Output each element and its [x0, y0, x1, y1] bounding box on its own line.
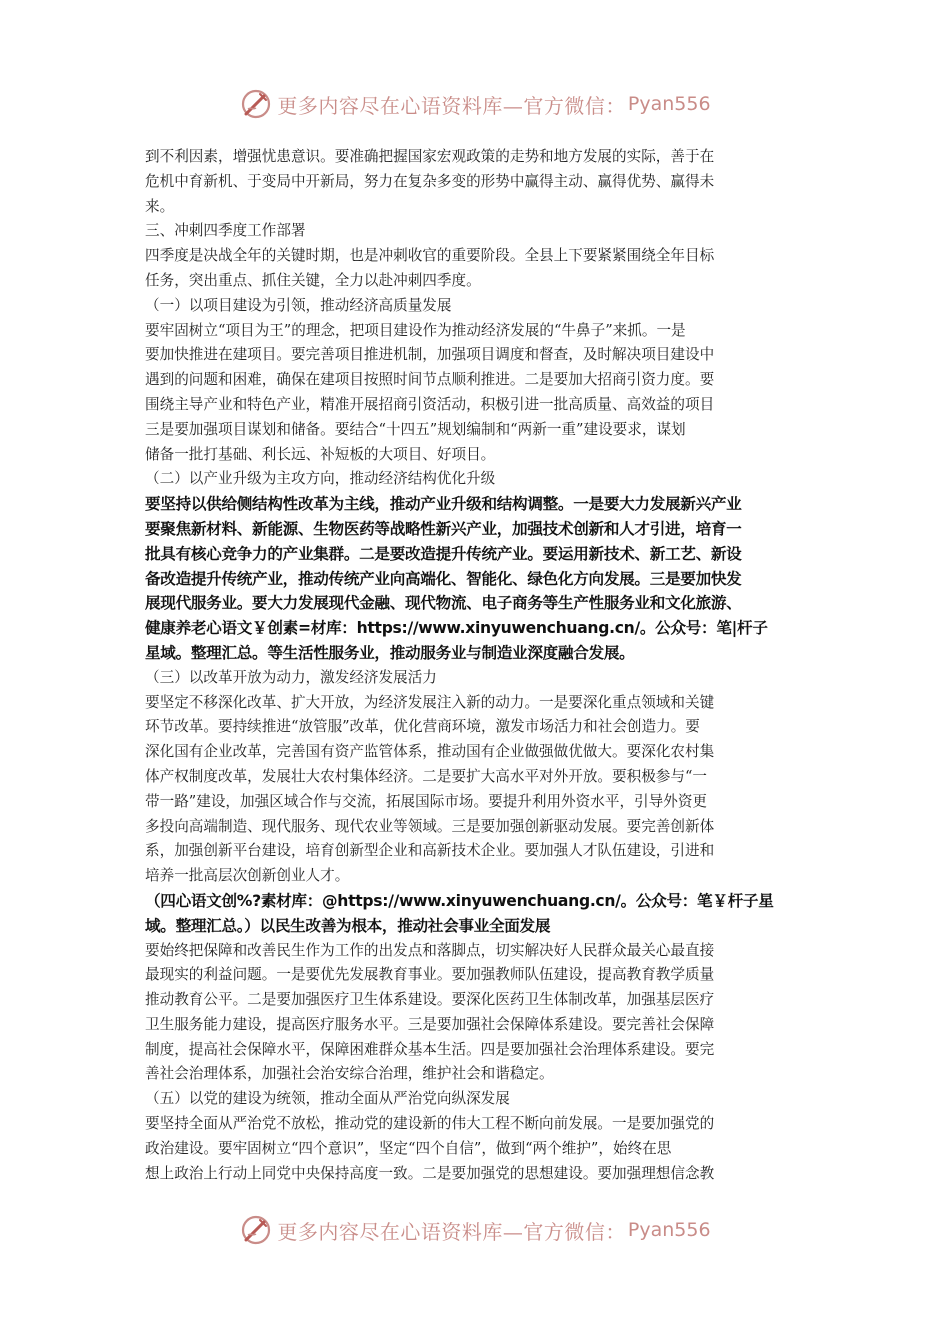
subsection-heading: 域。整理汇总。）以民生改善为根本，推动社会事业全面发展 [145, 916, 551, 935]
text-line: 体产权制度改革，发展壮大农村集体经济。二是要扩大高水平对外开放。要积极参与“一 [145, 767, 708, 785]
subsection-heading: （三）以改革开放为动力，激发经济发展活力 [145, 668, 437, 686]
text-line: 遇到的问题和困难，确保在建项目按照时间节点顺利推进。二是要加大招商引资力度。要 [145, 371, 715, 389]
text-line: 备改造提升传统产业，推动传统产业向高端化、智能化、绿色化方向发展。三是要加快发 [145, 569, 742, 588]
text-line: 任务，突出重点、抓住关键，全力以赴冲刺四季度。 [145, 271, 481, 289]
text-line: 善社会治理体系，加强社会治安综合治理，维护社会和谐稳定。 [145, 1065, 554, 1083]
text-line: 卫生服务能力建设，提高医疗服务水平。三是要加强社会保障体系建设。要完善社会保障 [145, 1015, 715, 1033]
text-line: 三是要加强项目谋划和储备。要结合“十四五”规划编制和“两新一重”建设要求，谋划 [145, 420, 686, 438]
text-line: 要坚定不移深化改革、扩大开放，为经济发展注入新的动力。一是要深化重点领域和关键 [145, 693, 715, 711]
text-line: 深化国有企业改革，完善国有资产监管体系，推动国有企业做强做优做大。要深化农村集 [145, 743, 715, 761]
footer-banner [0, 1210, 950, 1250]
text-line: 制度，提高社会保障水平，保障困难群众基本生活。四是要加强社会治理体系建设。要完 [145, 1040, 715, 1058]
banner-wechat-id: Pyan556 [627, 93, 711, 115]
text-line: 危机中育新机、于变局中开新局，努力在复杂多变的形势中赢得主动、赢得优势、赢得未 [145, 172, 715, 190]
text-line: 围绕主导产业和特色产业，精准开展招商引资活动，积极引进一批高质量、高效益的项目 [145, 395, 715, 413]
text-line: 环节改革。要持续推进“放管服”改革，优化营商环境，激发市场活力和社会创造力。要 [145, 718, 700, 736]
subsection-heading: （一）以项目建设为引领，推动经济高质量发展 [145, 296, 452, 314]
text-line: 展现代服务业。要大力发展现代金融、现代物流、电子商务等生产性服务业和文化旅游、 [145, 594, 742, 613]
banner-text: 更多内容尽在心语资料库—官方微信： [277, 93, 626, 118]
subsection-heading: （二）以产业升级为主攻方向，推动经济结构优化升级 [145, 470, 496, 488]
text-line: 培养一批高层次创新创业人才。 [145, 867, 350, 885]
text-line: 最现实的利益问题。一是要优先发展教育事业。要加强教师队伍建设，提高教育教学质量 [145, 966, 715, 984]
text-line: 要牢固树立“项目为王”的理念，把项目建设作为推动经济发展的“牛鼻子”来抓。一是 [145, 321, 686, 339]
text-line: 要加快推进在建项目。要完善项目推进机制，加强项目调度和督查，及时解决项目建设中 [145, 346, 715, 364]
text-line: 推动教育公平。二是要加强医疗卫生体系建设。要深化医药卫生体制改革，加强基层医疗 [145, 991, 715, 1009]
banner-text: 更多内容尽在心语资料库—官方微信： [277, 1219, 626, 1244]
text-line: 系，加强创新平台建设，培育创新型企业和高新技术企业。要加强人才队伍建设，引进和 [145, 842, 715, 860]
text-line: 四季度是决战全年的关键时期，也是冲刺收官的重要阶段。全县上下要紧紧围绕全年目标 [145, 247, 715, 265]
subsection-heading: （五）以党的建设为统领，推动全面从严治党向纵深发展 [145, 1090, 510, 1108]
text-line: 要坚持以供给侧结构性改革为主线，推动产业升级和结构调整。一是要大力发展新兴产业 [145, 495, 742, 514]
section-heading: 三、冲刺四季度工作部署 [145, 222, 306, 240]
text-line: 要聚焦新材料、新能源、生物医药等战略性新兴产业，加强技术创新和人才引进，培育一 [145, 519, 742, 538]
pen-logo-icon [239, 87, 273, 121]
text-line: 想上政治上行动上同党中央保持高度一致。二是要加强党的思想建设。要加强理想信念教 [145, 1164, 715, 1182]
text-line: 多投向高端制造、现代服务、现代农业等领域。三是要加强创新驱动发展。要完善创新体 [145, 817, 715, 835]
subsection-heading: （四心语文创%?素材库：@https://www.xinyuwenchuang.cn/。公众号：笔￥杆子星 [145, 891, 774, 910]
text-line: 要始终把保障和改善民生作为工作的出发点和落脚点，切实解决好人民群众最关心最直接 [145, 941, 715, 959]
text-line: 批具有核心竞争力的产业集群。二是要改造提升传统产业。要运用新技术、新工艺、新设 [145, 544, 742, 563]
header-banner [0, 84, 950, 124]
text-line: 要坚持全面从严治党不放松，推动党的建设新的伟大工程不断向前发展。一是要加强党的 [145, 1115, 715, 1133]
banner-wechat-id: Pyan556 [627, 1219, 711, 1241]
text-line: 储备一批打基础、利长远、补短板的大项目、好项目。 [145, 445, 496, 463]
text-line: 星域。整理汇总。等生活性服务业，推动服务业与制造业深度融合发展。 [145, 643, 635, 662]
text-line: 到不利因素，增强忧患意识。要准确把握国家宏观政策的走势和地方发展的实际，善于在 [145, 148, 715, 165]
document-body [145, 145, 811, 1186]
text-line: 来。 [145, 197, 175, 215]
text-line: 政治建设。要牢固树立“四个意识”，坚定“四个自信”，做到“两个维护”，始终在思 [145, 1139, 672, 1157]
text-line: 健康养老心语文￥创素=材库：https://www.xinyuwenchuang.cn/。公众号：笔|杆子 [145, 619, 768, 638]
pen-logo-icon [239, 1213, 273, 1247]
text-line: 带一路”建设，加强区域合作与交流，拓展国际市场。要提升利用外资水平，引导外资更 [145, 792, 708, 810]
